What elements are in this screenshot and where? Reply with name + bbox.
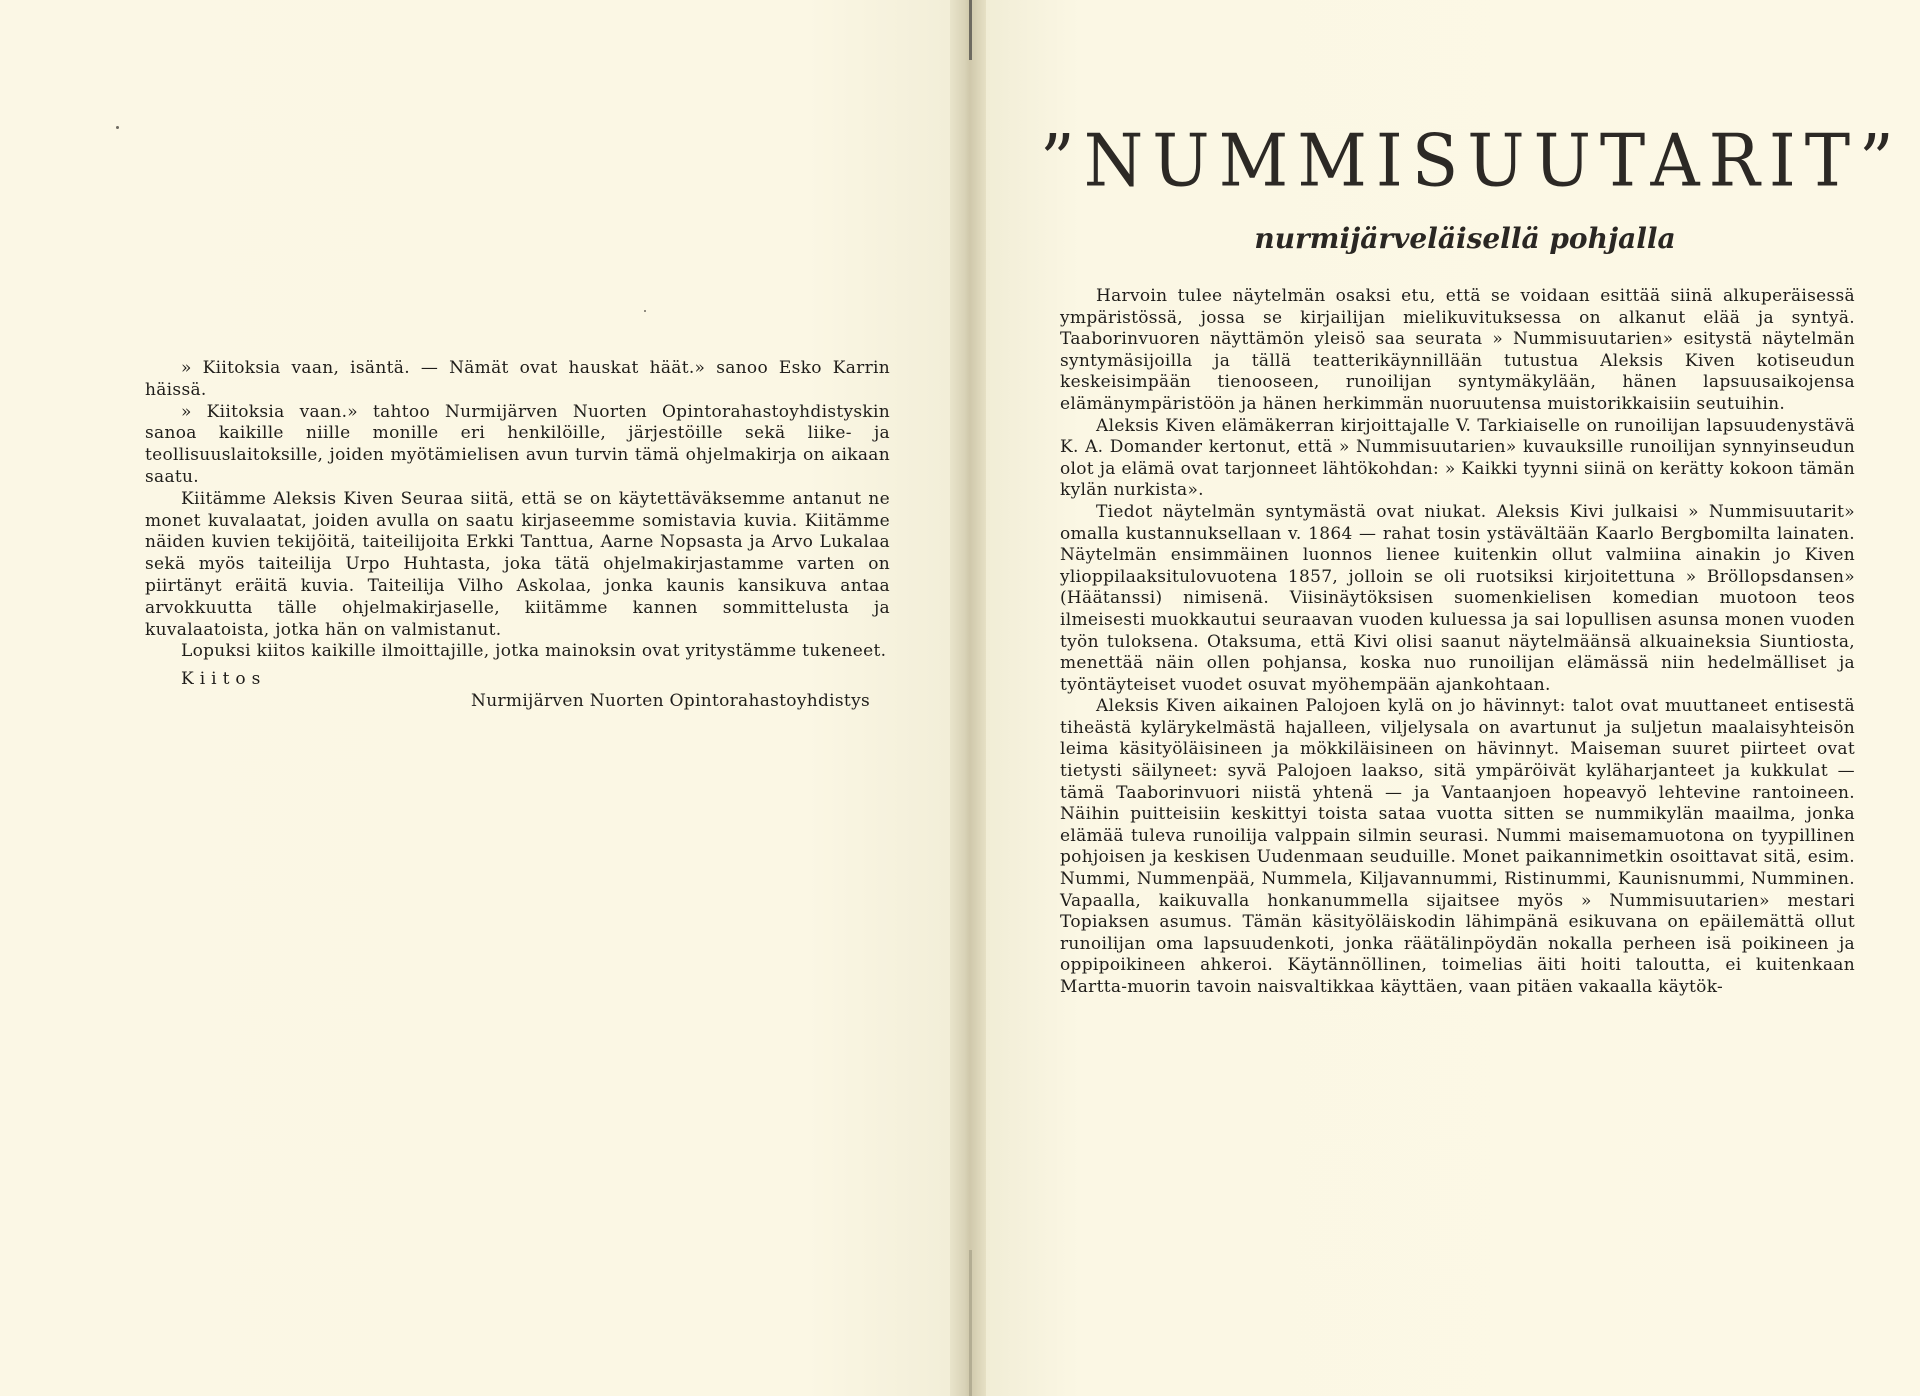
paragraph: Lopuksi kiitos kaikille ilmoittajille, jotka mainoksin ovat yritystämme tukeneet. <box>181 641 887 662</box>
page-title: ”NUMMISUUTARIT” <box>1040 119 1903 204</box>
paragraph: Harvoin tulee näytelmän osaksi etu, että se voidaan esittää siinä alkuperäisessä ympäristössä, jossa se kirjailijan mielikuvituksessa on alkanut elää ja syntyä. Taaborinvuoren näyttämön yleisö saa seurata » Nummisuutarien» esitystä näytelmän syntymäsijoilla ja tällä teatterikäynnillään tutustua Aleksis Kiven kotiseudun keskeisimpään tienooseen, runoilijan syntymäkylään, hänen lapsuusaikojensa elämänympäristöön ja hänen herkimmän nuoruutensa muistorikkaisiin seutuihin. <box>1060 286 1855 414</box>
paragraph: Tiedot näytelmän syntymästä ovat niukat. Aleksis Kivi julkaisi » Nummisuutarit» omalla kustannuksellaan v. 1864 — rahat tosin ystävältään Kaarlo Bergbomilta lainaten. Näytelmän ensimmäinen luonnos lienee kuitenkin ollut valmiina ainakin jo Kiven ylioppilaaksitulovuotena 1857, jolloin se oli ruotsiksi kirjoitettuna » Bröllopsdansen» (Häätanssi) nimisenä. Viisinäytöksisen suomenkielisen komedian muotoon teos ilmeisesti muokkautui seuraavan vuoden kuluessa ja sai lopullisen asunsa monen vuoden työn tuloksena. Otaksuma, että Kivi olisi saanut näytelmäänsä alkuaineksia Siuntiosta, menettää näin ollen pohjansa, koska nuo runoilijan elämässä niin hedelmälliset ja työntäyteiset vuodet osuvat myöhempään ajankohtaan. <box>1060 501 1855 695</box>
paragraph: » Kiitoksia vaan.» tahtoo Nurmijärven Nuorten Opintorahastoyhdistyskin sanoa kaikille niille monille eri henkilöille, järjestöille sekä liike- ja teollisuuslaitoksille, joiden myötämielisen avun turvin tämä ohjelmakirja on aikaan saatu. <box>145 401 890 487</box>
signature: Nurmijärven Nuorten Opintorahastoyhdistys <box>471 690 870 711</box>
paragraph: Aleksis Kiven aikainen Palojoen kylä on jo hävinnyt: talot ovat muuttaneet entisestä tiheästä kylärykelmästä hajalleen, viljelysala on avartunut ja suljetun maalaisyhteisön leima käsityöläisineen ja mökkiläisineen on hävinnyt. Maiseman suuret piirteet ovat tietysti säilyneet: syvä Palojoen laakso, sitä ympäröivät kyläharjanteet ja kukkulat — tämä Taaborinvuori niistä yhtenä — ja Vantaanjoen hopeavyö lehtevine rantoineen. Näihin puitteisiin keskittyi toista sataa vuotta sitten se nummikylän maailma, jonka elämää tuleva runoilija valppain silmin seurasi. Nummi maisemamuotona on tyypillinen pohjoisen ja keskisen Uudenmaan seuduille. Monet paikannimetkin osoittavat sitä, esim. Nummi, Nummenpää, Nummela, Kiljavannummi, Ristinummi, Kaunisnummi, Numminen. Vapaalla, kaikuvalla honkanummella sijaitsee myös » Nummisuutarien» mestari Topiaksen asumus. Tämän käsityöläiskodin lähimpänä esikuvana on epäilemättä ollut runoilijan oma lapsuudenkoti, jonka räätälinpöydän nokalla perheen isä poikineen ja oppipoikineen ahkeroi. Käytännöllinen, toimelias äiti hoiti taloutta, ei kuitenkaan Martta-muorin tavoin naisvaltikkaa käyttäen, vaan pitäen vakaalla käytök- <box>1060 696 1855 997</box>
paragraph: Kiitämme Aleksis Kiven Seuraa siitä, että se on käytettäväksemme antanut ne monet kuvalaatat, joiden avulla on saatu kirjaseemme somistavia kuvia. Kiitämme näiden kuvien tekijöitä, taiteilijoita Erkki Tanttua, Aarne Nopsasta ja Arvo Lukalaa sekä myös taiteilija Urpo Huhtasta, joka tätä ohjelmakirjastamme varten on piirtänyt eräitä kuvia. Taiteilija Vilho Askolaa, jonka kaunis kansikuva antaa arvokkuutta tälle ohjelmakirjaselle, kiitämme kannen sommittelusta ja kuvalaatoista, jotka hän on valmistanut. <box>145 488 890 640</box>
article-text <box>1060 286 1855 999</box>
paper-speck <box>116 126 119 129</box>
paragraph: Aleksis Kiven elämäkerran kirjoittajalle V. Tarkiaiselle on runoilijan lapsuudenystävä K. A. Domander kertonut, että » Nummisuutarien» kuvauksille runoilijan synnyinseudun olot ja elämä ovat tarjonneet lähtökohdan: » Kaikki tyynni siinä on kerätty kokoon tämän kylän nurkista». <box>1060 415 1855 501</box>
gutter-shadow-bottom <box>969 1250 972 1396</box>
book-gutter <box>950 0 986 1396</box>
acknowledgements-text <box>145 358 890 713</box>
gutter-shadow-top <box>969 0 972 60</box>
closing-word: Kiitos <box>181 669 267 690</box>
paper-speck <box>644 310 646 312</box>
page-subtitle: nurmijärveläisellä pohjalla <box>1254 222 1676 255</box>
paragraph: » Kiitoksia vaan, isäntä. — Nämät ovat hauskat häät.» sanoo Esko Karrin häissä. <box>145 358 890 400</box>
